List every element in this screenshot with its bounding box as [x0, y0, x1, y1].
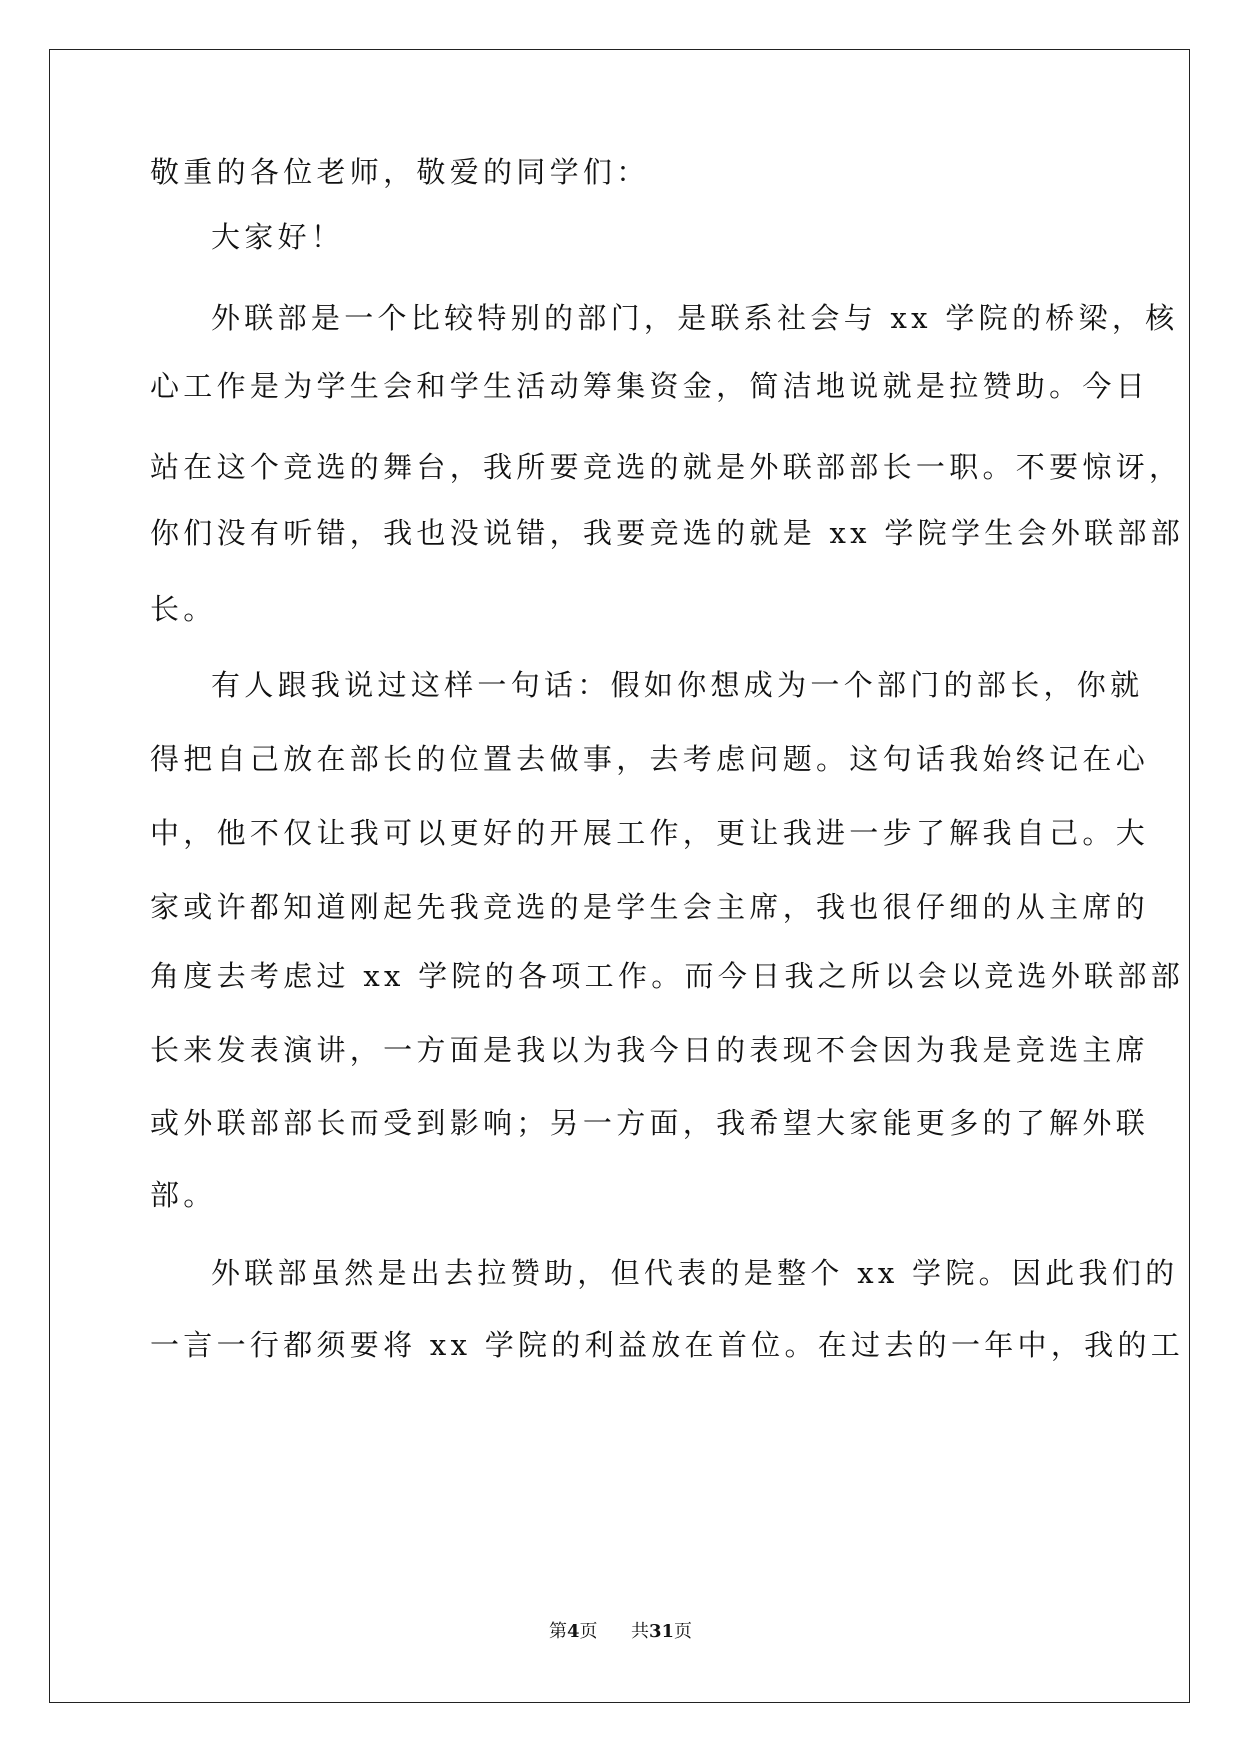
paragraph-line: 外联部虽然是出去拉赞助，但代表的是整个 xx 学院。因此我们的 — [211, 1256, 1179, 1290]
paragraph-line: 站在这个竞选的舞台，我所要竞选的就是外联部部长一职。不要惊讶， — [150, 450, 1183, 484]
paragraph-line: 心工作是为学生会和学生活动筹集资金，简洁地说就是拉赞助。今日 — [150, 369, 1150, 403]
paragraph-line: 家或许都知道刚起先我竞选的是学生会主席，我也很仔细的从主席的 — [150, 890, 1150, 924]
total-pages: 31 — [648, 1621, 675, 1642]
page-border — [49, 49, 1190, 1703]
total-suffix: 页 — [674, 1621, 693, 1642]
page-number: 4 — [566, 1621, 580, 1642]
greeting-line: 大家好！ — [211, 220, 345, 254]
page-footer — [0, 1617, 1241, 1643]
paragraph-line: 长来发表演讲，一方面是我以为我今日的表现不会因为我是竞选主席 — [150, 1033, 1150, 1067]
paragraph-line: 长。 — [150, 592, 217, 626]
paragraph-line: 中，他不仅让我可以更好的开展工作，更让我进一步了解我自己。大 — [150, 816, 1150, 850]
paragraph-line: 得把自己放在部长的位置去做事，去考虑问题。这句话我始终记在心 — [150, 742, 1150, 776]
total-prefix: 共 — [630, 1621, 649, 1642]
page-prefix: 第 — [548, 1621, 567, 1642]
paragraph-line: 外联部是一个比较特别的部门，是联系社会与 xx 学院的桥梁，核 — [211, 301, 1179, 335]
page-suffix: 页 — [579, 1621, 598, 1642]
paragraph-line: 或外联部部长而受到影响；另一方面，我希望大家能更多的了解外联 — [150, 1106, 1150, 1140]
paragraph-line: 角度去考虑过 xx 学院的各项工作。而今日我之所以会以竞选外联部部 — [150, 959, 1185, 993]
salutation-line: 敬重的各位老师，敬爱的同学们： — [150, 155, 650, 189]
paragraph-line: 有人跟我说过这样一句话：假如你想成为一个部门的部长，你就 — [211, 668, 1144, 702]
paragraph-line: 一言一行都须要将 xx 学院的利益放在首位。在过去的一年中，我的工 — [150, 1328, 1185, 1362]
paragraph-line: 部。 — [150, 1178, 217, 1212]
paragraph-line: 你们没有听错，我也没说错，我要竞选的就是 xx 学院学生会外联部部 — [150, 516, 1185, 550]
